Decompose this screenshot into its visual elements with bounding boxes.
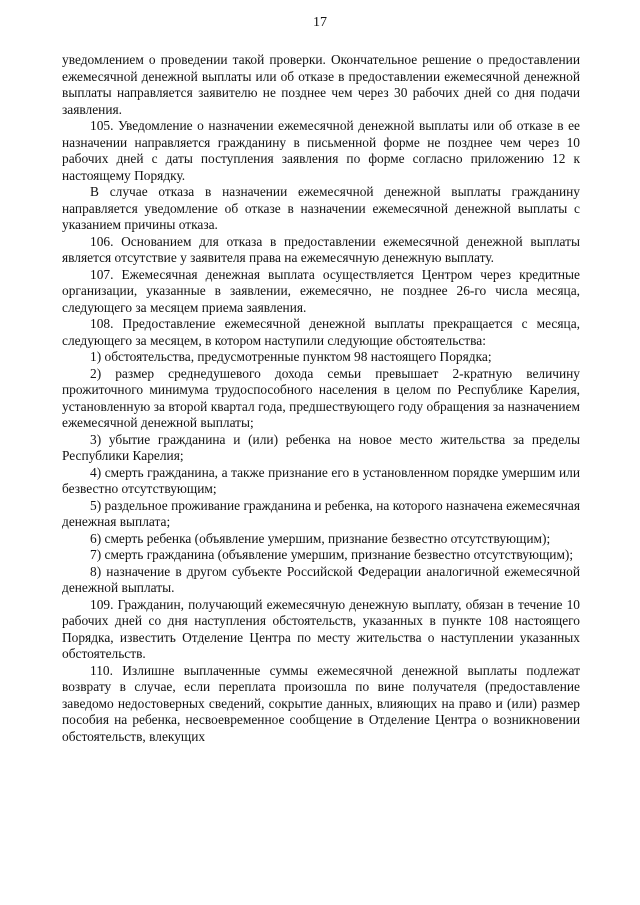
paragraph-108: 108. Предоставление ежемесячной денежной выплаты прекращается с месяца, следующего за месяцем, в котором наступили следующие обстоятельства:	[62, 316, 580, 348]
list-item-108-5: 5) раздельное проживание гражданина и ребенка, на которого назначена ежемесячная денежная выплата;	[62, 497, 580, 529]
list-item-108-3: 3) убытие гражданина и (или) ребенка на новое место жительства за пределы Республики Карелия;	[62, 431, 580, 463]
paragraph-refusal-notice: В случае отказа в назначении ежемесячной денежной выплаты гражданину направляется уведомление об отказе в назначении ежемесячной денежной выплаты с указанием причины отказа.	[62, 184, 580, 232]
paragraph-106: 106. Основанием для отказа в предоставлении ежемесячной денежной выплаты является отсутствие у заявителя права на ежемесячную денежную выплату.	[62, 233, 580, 265]
list-item-108-1: 1) обстоятельства, предусмотренные пунктом 98 настоящего Порядка;	[90, 349, 492, 364]
list-item-108-6: 6) смерть ребенка (объявление умершим, признание безвестно отсутствующим);	[90, 530, 551, 546]
list-item-108-7: 7) смерть гражданина (объявление умершим, признание безвестно отсутствующим);	[90, 547, 574, 562]
page-number: 17	[313, 15, 327, 30]
body-text	[62, 52, 580, 745]
paragraph-109: 109. Гражданин, получающий ежемесячную денежную выплату, обязан в течение 10 рабочих дней со дня наступления обстоятельств, указанных в пункте 108 настоящего Порядка, известить Отделение Центра по месту жительства о наступлении указанных обстоятельств.	[62, 596, 580, 661]
list-item-108-4: 4) смерть гражданина, а также признание его в установленном порядке умершим или безвестно отсутствующим;	[62, 464, 580, 496]
paragraph-107: 107. Ежемесячная денежная выплата осуществляется Центром через кредитные организации, указанные в заявлении, ежемесячно, не позднее 26-го числа месяца, следующего за месяцем приема заявления.	[62, 266, 580, 315]
paragraph-105: 105. Уведомление о назначении ежемесячной денежной выплаты или об отказе в ее назначении направляется гражданину в письменной форме не позднее чем через 10 рабочих дней с даты поступления заявления по форме согласно приложению 12 к настоящему Порядку.	[62, 118, 580, 183]
list-item-108-8: 8) назначение в другом субъекте Российской Федерации аналогичной ежемесячной денежной выплаты.	[62, 563, 580, 595]
list-item-108-2: 2) размер среднедушевого дохода семьи превышает 2-кратную величину прожиточного минимума трудоспособного населения в целом по Республике Карелия, установленную за второй квартал года, предшествующего году обращения за назначением ежемесячной денежной выплаты;	[62, 365, 580, 430]
paragraph-110: 110. Излишне выплаченные суммы ежемесячной денежной выплаты подлежат возврату в случае, если переплата произошла по вине получателя (предоставление заведомо недостоверных сведений, сокрытие данных, влияющих на право и (или) размер пособия на ребенка, несвоевременное сообщение в Отделение Центра о возникновении обстоятельств, влекущих	[62, 662, 580, 744]
paragraph-continuation: уведомлением о проведении такой проверки. Окончательное решение о предоставлении ежемесячной денежной выплаты или об отказе в предоставлении ежемесячной денежной выплаты направляется заявителю не позднее чем через 30 рабочих дней со дня подачи заявления.	[62, 52, 580, 117]
